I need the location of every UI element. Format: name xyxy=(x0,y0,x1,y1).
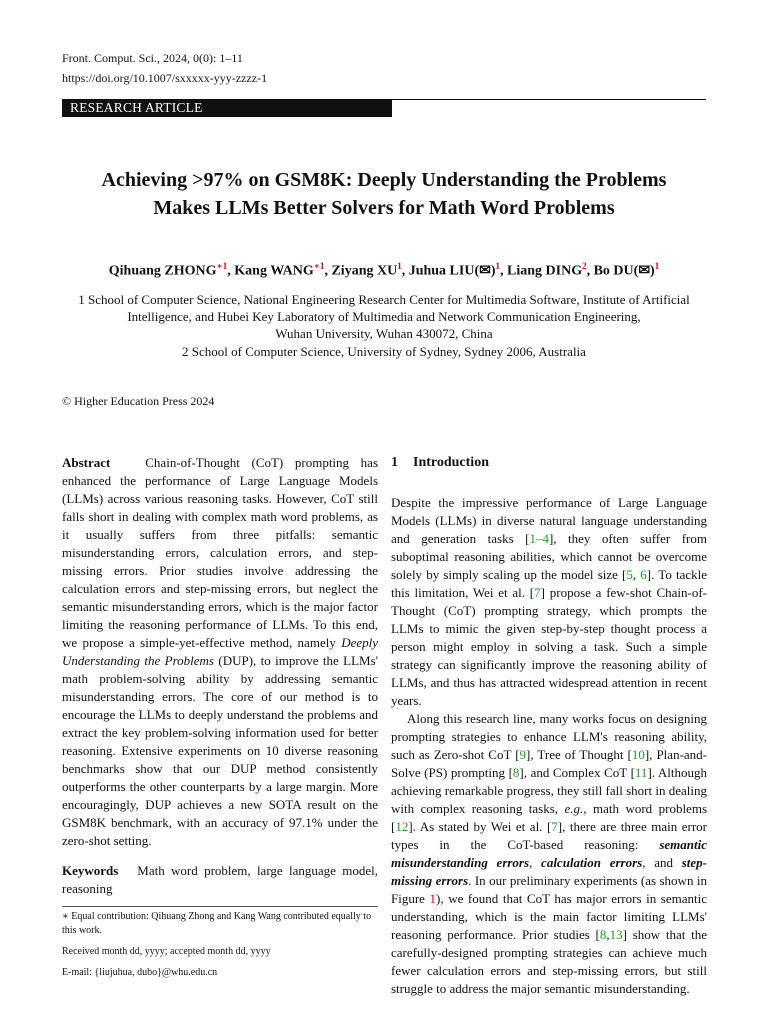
body-text: e.g. xyxy=(564,801,584,816)
body-text: Along this research line, many works focus on designing prompting strategies to enhance LLM's reasoning ability, such as Zero-shot CoT [ xyxy=(391,711,707,762)
footnote-rule xyxy=(62,906,378,907)
right-column xyxy=(391,454,707,998)
error-type-term: calculation errors xyxy=(541,855,643,870)
body-text: , xyxy=(632,567,641,582)
doi-link[interactable]: https://doi.org/10.1007/sxxxxx-yyy-zzzz-1 xyxy=(62,71,268,85)
error-type-term: step-missing errors xyxy=(391,855,707,888)
author-mark: ∗1 xyxy=(216,261,228,271)
intro-paragraph-1 xyxy=(391,494,707,710)
author-name: Ziyang XU xyxy=(331,263,398,279)
citation-link[interactable]: 8 xyxy=(512,765,520,780)
keywords-label: Keywords xyxy=(62,863,119,878)
journal-citation: Front. Comput. Sci., 2024, 0(0): 1–11 xyxy=(62,51,243,65)
author-list: Qihuang $ZHONG^{∗1}$, Kang $WANG^{∗1}$, Ziyang $XU^1$, Juhua LIU(✉)$^1$, Liang DING$^2$, Bo DU(✉)$^1$ xyxy=(108,261,660,279)
author-name: Juhua LIU(✉) xyxy=(408,263,496,279)
footnote-received: Received month dd, yyyy; accepted month dd, yyyy xyxy=(62,946,271,957)
affiliation-line: Intelligence, and Hubei Key Laboratory of Multimedia and Network Communication Engineering, xyxy=(127,309,641,324)
abstract-label: Abstract xyxy=(62,455,111,470)
figure-link[interactable]: 1 xyxy=(429,891,437,906)
body-text: ] show that the carefully-designed prompting strategies can achieve much fewer calculation errors and step-missing errors, but still struggle to address the major semantic misunderstanding. xyxy=(391,927,707,996)
author-name: Bo DU(✉) xyxy=(593,263,655,279)
citation-link[interactable]: 1–4 xyxy=(529,531,549,546)
article-type-label: RESEARCH ARTICLE xyxy=(62,99,392,117)
affiliation-2: 2 School of Computer Science, University of Sydney, Sydney 2006, Australia xyxy=(182,344,586,359)
left-column xyxy=(62,454,378,898)
abstract-text: (DUP), to improve the LLMs' math problem-solving ability by addressing semantic misunderstanding errors. The core of our method is to encourage the LLMs to deeply understand the problems and extract the key problem-solving information used for better reasoning. Extensive experiments on 10 diverse reasoning benchmarks show that our DUP method consistently outperforms the other counterparts by a large margin. More encouragingly, DUP achieves a new SOTA result on the GSM8K benchmark, with an accuracy of 97.1% under the zero-shot setting. xyxy=(62,653,378,848)
body-text: , xyxy=(529,855,542,870)
body-text: ]. To tackle this limitation, Wei et al. [ xyxy=(391,567,708,600)
section-number: 1 xyxy=(391,455,398,470)
body-text: ]. As stated by Wei et al. [ xyxy=(408,819,552,834)
title-line-2: Makes LLMs Better Solvers for Math Word Problems xyxy=(153,197,615,219)
author-mark: ∗1 xyxy=(313,261,325,271)
footnote-email: E-mail: {liujuhua, dubo}@whu.edu.cn xyxy=(62,967,218,978)
body-text: , math word problems [ xyxy=(391,801,707,834)
affiliation-line: Wuhan University, Wuhan 430072, China xyxy=(275,326,493,341)
author-name: Qihuang ZHONG xyxy=(108,263,217,279)
abstract xyxy=(62,454,378,850)
paper-title xyxy=(40,166,728,222)
author-name: Kang WANG xyxy=(234,263,314,279)
body-text: . In our preliminary experiments (as shown in Figure xyxy=(391,873,707,906)
citation-link[interactable]: 7 xyxy=(551,819,558,834)
author-mark: 2 xyxy=(582,261,587,271)
body-text: Despite the impressive performance of Large Language Models (LLMs) in diverse natural language understanding and generation tasks [ xyxy=(391,495,707,546)
citation-link[interactable]: 8 xyxy=(599,927,607,942)
header-rule xyxy=(392,99,706,100)
footnote-contribution: ∗ Equal contribution: Qihuang Zhong and Kang Wang contributed equally to this work. xyxy=(62,911,372,936)
journal-header xyxy=(62,48,267,88)
article-type-bar xyxy=(62,99,706,117)
abstract-text: Chain-of-Thought (CoT) prompting has enhanced the performance of Large Language Models (LLMs) across various reasoning tasks. However, CoT still falls short in dealing with complex math word problems, as it usually suffers from three pitfalls: semantic misunderstanding errors, calculation errors, and step-missing errors. Prior studies involve addressing the calculation errors and step-missing errors, but neglect the semantic misunderstanding errors, which is the major factor limiting the reasoning performance of LLMs. To this end, we propose a simple-yet-effective method, namely xyxy=(62,455,378,650)
citation-link[interactable]: 13 xyxy=(609,927,623,942)
section-title: Introduction xyxy=(413,455,489,470)
citation-link[interactable]: 10 xyxy=(631,747,645,762)
body-text: ]. Although achieving remarkable progress, they still fall short in dealing with complex reasoning tasks, xyxy=(391,765,707,816)
body-text: ] propose a few-shot Chain-of-Thought (CoT) prompting strategy, which prompts the LLMs to mimic the given step-by-step thought process a person might employ in solving a task. Such a simple strategy can significantly improve the reasoning ability of LLMs, and thus has attracted widespread attention in recent years. xyxy=(391,585,707,708)
body-text: ], they often suffer from suboptimal reasoning abilities, which cannot be overcome solely by simply scaling up the model size [ xyxy=(391,531,707,582)
citation-link[interactable]: 12 xyxy=(395,819,409,834)
section-heading xyxy=(391,454,707,472)
citation-link[interactable]: 9 xyxy=(519,747,527,762)
citation-link[interactable]: 5 xyxy=(626,567,633,582)
copyright-notice: © Higher Education Press 2024 xyxy=(62,394,215,408)
citation-link[interactable]: 11 xyxy=(634,765,648,780)
keywords xyxy=(62,862,378,898)
body-text: , xyxy=(606,927,610,942)
citation-link[interactable]: 7 xyxy=(534,585,541,600)
body-text: ], and Complex CoT [ xyxy=(519,765,635,780)
body-text: ], Plan-and-Solve (PS) prompting [ xyxy=(391,747,707,780)
method-name: Deeply Understanding the Problems xyxy=(62,635,378,668)
error-type-term: semantic misunderstanding errors xyxy=(391,837,707,870)
keywords-text: Math word problem, large language model, reasoning xyxy=(62,863,378,896)
body-text: , and xyxy=(642,855,682,870)
author-mark: 1 xyxy=(495,261,501,271)
author-name: Liang DING xyxy=(507,263,583,279)
body-text: ], there are three main error types in the CoT-based reasoning: xyxy=(391,819,707,852)
body-text: ), we found that CoT has major errors in semantic understanding, which is the main factor limiting LLMs' reasoning performance. Prior studies [ xyxy=(391,891,707,942)
author-mark: 1 xyxy=(397,261,402,271)
citation-link[interactable]: 6 xyxy=(640,567,647,582)
title-line-1: Achieving >97% on GSM8K: Deeply Understanding the Problems xyxy=(101,169,667,191)
author-mark: 1 xyxy=(654,261,660,271)
affiliation-line: 1 School of Computer Science, National Engineering Research Center for Multimedia Software, Institute of Artificial xyxy=(78,292,690,307)
intro-paragraph-2 xyxy=(391,710,707,998)
body-text: ], Tree of Thought [ xyxy=(526,747,632,762)
affiliation-1 xyxy=(62,291,706,342)
